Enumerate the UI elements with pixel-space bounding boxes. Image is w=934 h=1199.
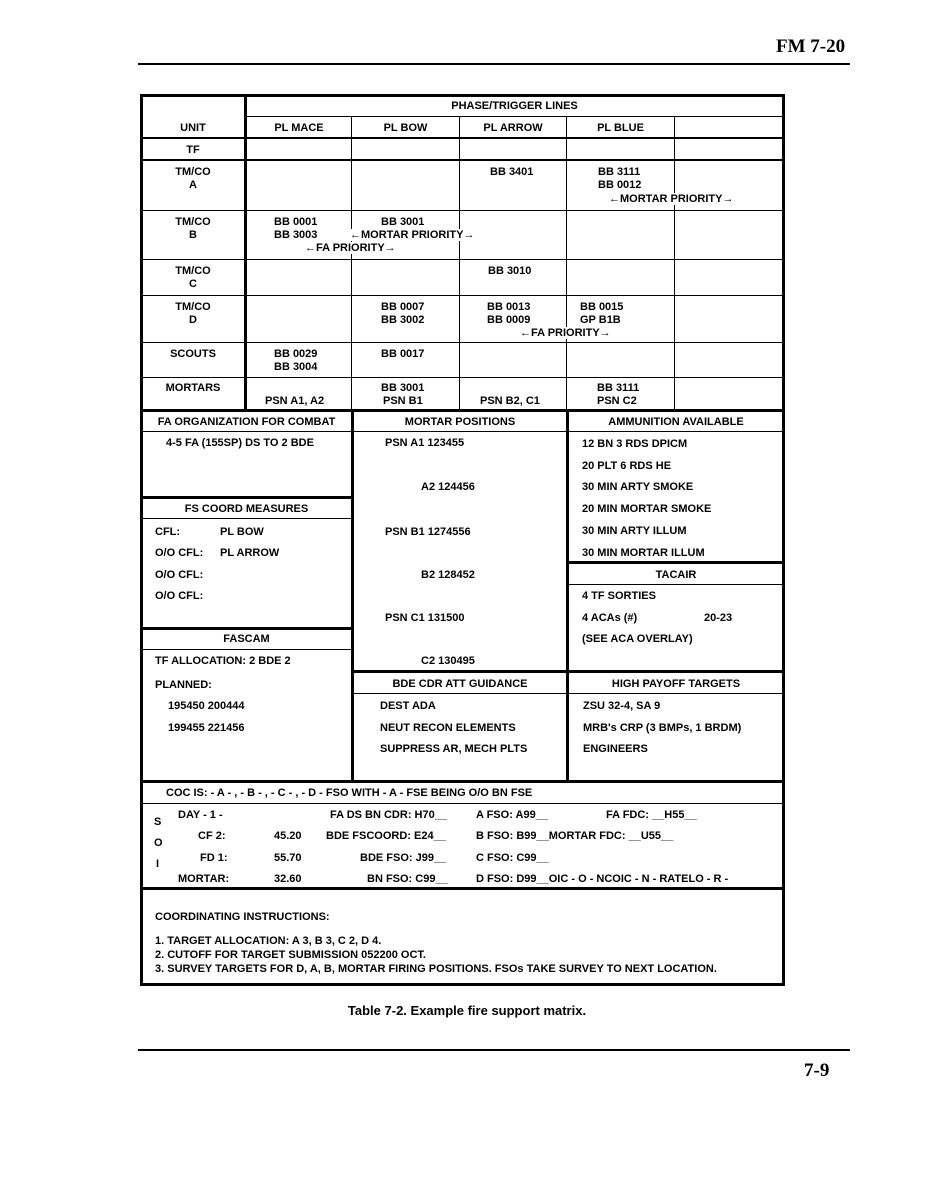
section-divider bbox=[142, 518, 352, 519]
footer-rule bbox=[138, 1049, 850, 1051]
cell-a-blue-2: BB 0012 bbox=[598, 179, 642, 191]
soi-letter-o: O bbox=[154, 837, 163, 849]
cell-a-mortar-priority: ←MORTAR PRIORITY→ bbox=[609, 193, 734, 205]
soi-bn-fso: BN FSO: C99__ bbox=[367, 873, 448, 885]
bde-cdr-title: BDE CDR ATT GUIDANCE bbox=[392, 678, 528, 690]
coc-line: COC IS: - A - , - B - , - C - , - D - FSO WITH - A - FSE BEING O/O BN FSE bbox=[166, 787, 533, 799]
page-header: FM 7-20 bbox=[776, 36, 846, 57]
cell-b-bow-1: BB 3001 bbox=[381, 216, 425, 228]
section-divider bbox=[142, 803, 783, 804]
section-divider bbox=[568, 584, 783, 585]
mortar-psn-c1: PSN C1 131500 bbox=[385, 612, 465, 624]
cell-mortars-bow-2: PSN B1 bbox=[383, 395, 423, 407]
section-divider bbox=[566, 411, 569, 782]
soi-a-fso: A FSO: A99__ bbox=[476, 809, 548, 821]
row-unit-a-letter: A bbox=[189, 179, 197, 191]
row-unit-b-letter: B bbox=[189, 229, 197, 241]
row-unit-scouts: SCOUTS bbox=[170, 348, 216, 360]
section-divider bbox=[351, 411, 354, 782]
bde-cdr-item: NEUT RECON ELEMENTS bbox=[380, 722, 516, 734]
cell-d-bow-1: BB 0007 bbox=[381, 301, 425, 313]
soi-bde-fscoord: BDE FSCOORD: E24__ bbox=[326, 830, 446, 842]
cell-b-mace-1: BB 0001 bbox=[274, 216, 318, 228]
cfl-label: CFL: bbox=[155, 526, 181, 538]
mortar-psn-a1: PSN A1 123455 bbox=[385, 437, 465, 449]
cell-b-fa-priority: ←FA PRIORITY→ bbox=[305, 242, 396, 254]
section-divider bbox=[353, 670, 783, 673]
cfl-value: PL BOW bbox=[220, 526, 264, 538]
unit-header: UNIT bbox=[180, 122, 206, 134]
row-unit-d-letter: D bbox=[189, 314, 197, 326]
grid-line bbox=[142, 295, 783, 296]
oo-cfl-label-1: O/O CFL: bbox=[155, 547, 204, 559]
soi-fd-label: FD 1: bbox=[200, 852, 228, 864]
section-divider bbox=[142, 649, 352, 650]
cell-mortars-arrow: PSN B2, C1 bbox=[480, 395, 540, 407]
cell-a-arrow: BB 3401 bbox=[490, 166, 534, 178]
cell-d-arrow-2: BB 0009 bbox=[487, 314, 531, 326]
fa-org-title: FA ORGANIZATION FOR COMBAT bbox=[157, 416, 336, 428]
phase-trigger-header: PHASE/TRIGGER LINES bbox=[451, 100, 578, 112]
soi-c-fso: C FSO: C99__ bbox=[476, 852, 549, 864]
hpt-item: ENGINEERS bbox=[583, 743, 648, 755]
tacair-title: TACAIR bbox=[655, 569, 697, 581]
fascam-planned-2: 199455 221456 bbox=[168, 722, 245, 734]
hpt-title: HIGH PAYOFF TARGETS bbox=[611, 678, 741, 690]
soi-d-fso: D FSO: D99__OIC - O - NCOIC - N - RATELO - R - bbox=[476, 873, 729, 885]
section-divider bbox=[353, 693, 783, 694]
soi-b-fso: B FSO: B99__MORTAR FDC: __U55__ bbox=[476, 830, 674, 842]
coordinating-item: 2. CUTOFF FOR TARGET SUBMISSION 052200 OCT. bbox=[155, 949, 426, 961]
ammo-item: 30 MIN ARTY SMOKE bbox=[582, 481, 694, 493]
col-header-pl-mace: PL MACE bbox=[274, 122, 324, 134]
cell-mortars-blue-1: BB 3111 bbox=[597, 382, 640, 394]
row-unit-c-label: TM/CO bbox=[175, 265, 211, 277]
ammo-item: 30 MIN ARTY ILLUM bbox=[582, 525, 687, 537]
cell-b-mortar-priority: ←MORTAR PRIORITY→ bbox=[350, 229, 475, 241]
grid-line bbox=[142, 210, 783, 211]
soi-bde-fso: BDE FSO: J99__ bbox=[360, 852, 447, 864]
col-header-pl-blue: PL BLUE bbox=[597, 122, 644, 134]
oo-cfl-value-1: PL ARROW bbox=[220, 547, 280, 559]
cell-d-blue-2: GP B1B bbox=[580, 314, 621, 326]
cell-mortars-blue-2: PSN C2 bbox=[597, 395, 637, 407]
cell-c-arrow: BB 3010 bbox=[488, 265, 532, 277]
soi-letter-s: S bbox=[154, 816, 162, 828]
soi-fd-value: 55.70 bbox=[274, 852, 302, 864]
hpt-item: ZSU 32-4, SA 9 bbox=[583, 700, 661, 712]
soi-fa-fdc: FA FDC: __H55__ bbox=[606, 809, 697, 821]
bde-cdr-item: DEST ADA bbox=[380, 700, 436, 712]
section-divider bbox=[568, 561, 783, 564]
header-rule bbox=[138, 63, 850, 65]
grid-line bbox=[142, 159, 783, 161]
soi-cf-label: CF 2: bbox=[198, 830, 226, 842]
row-unit-mortars: MORTARS bbox=[165, 382, 221, 394]
section-divider bbox=[142, 496, 352, 499]
fascam-title: FASCAM bbox=[223, 633, 270, 645]
fa-org-text: 4-5 FA (155SP) DS TO 2 BDE bbox=[166, 437, 314, 449]
cell-d-fa-priority: ←FA PRIORITY→ bbox=[520, 327, 611, 339]
mortar-b2: B2 128452 bbox=[421, 569, 475, 581]
soi-day-label: DAY - 1 - bbox=[178, 809, 223, 821]
fs-coord-title: FS COORD MEASURES bbox=[184, 503, 309, 515]
cell-d-arrow-1: BB 0013 bbox=[487, 301, 531, 313]
section-divider bbox=[142, 431, 783, 432]
col-header-pl-arrow: PL ARROW bbox=[483, 122, 543, 134]
section-divider bbox=[142, 627, 352, 630]
cell-b-mace-2: BB 3003 bbox=[274, 229, 318, 241]
col-header-pl-bow: PL BOW bbox=[383, 122, 428, 134]
bde-cdr-item: SUPPRESS AR, MECH PLTS bbox=[380, 743, 528, 755]
cell-a-blue-1: BB 3111 bbox=[598, 166, 641, 178]
section-divider bbox=[142, 887, 783, 890]
grid-line bbox=[142, 342, 783, 343]
coordinating-item: 3. SURVEY TARGETS FOR D, A, B, MORTAR FIRING POSITIONS. FSOs TAKE SURVEY TO NEXT LOCATION. bbox=[155, 963, 717, 975]
section-divider bbox=[142, 409, 783, 412]
grid-line bbox=[351, 116, 352, 410]
ammo-item: 30 MIN MORTAR ILLUM bbox=[582, 547, 705, 559]
soi-mortar-value: 32.60 bbox=[274, 873, 302, 885]
oo-cfl-label-3: O/O CFL: bbox=[155, 590, 204, 602]
row-unit-d-label: TM/CO bbox=[175, 301, 211, 313]
row-unit-c-letter: C bbox=[189, 278, 197, 290]
cell-scouts-bow: BB 0017 bbox=[381, 348, 425, 360]
tacair-acas-value: 20-23 bbox=[704, 612, 733, 624]
cell-scouts-mace-2: BB 3004 bbox=[274, 361, 318, 373]
fascam-planned-1: 195450 200444 bbox=[168, 700, 245, 712]
grid-line bbox=[246, 116, 783, 117]
table-caption: Table 7-2. Example fire support matrix. bbox=[347, 1003, 587, 1018]
coordinating-title: COORDINATING INSTRUCTIONS: bbox=[155, 911, 330, 923]
grid-line bbox=[459, 116, 460, 410]
row-unit-b-label: TM/CO bbox=[175, 216, 211, 228]
tacair-acas: 4 ACAs (#) bbox=[582, 612, 638, 624]
soi-letter-i: I bbox=[156, 858, 160, 870]
grid-line bbox=[674, 116, 675, 410]
grid-line bbox=[566, 116, 567, 410]
grid-line bbox=[142, 137, 783, 139]
ammo-item: 20 PLT 6 RDS HE bbox=[582, 460, 672, 472]
soi-mortar-label: MORTAR: bbox=[178, 873, 230, 885]
hpt-item: MRB's CRP (3 BMPs, 1 BRDM) bbox=[583, 722, 742, 734]
ammo-item: 20 MIN MORTAR SMOKE bbox=[582, 503, 712, 515]
soi-fa-ds-bn-cdr: FA DS BN CDR: H70__ bbox=[330, 809, 447, 821]
grid-line bbox=[142, 377, 783, 378]
oo-cfl-label-2: O/O CFL: bbox=[155, 569, 204, 581]
section-divider bbox=[142, 780, 783, 783]
cell-scouts-mace-1: BB 0029 bbox=[274, 348, 318, 360]
soi-cf-value: 45.20 bbox=[274, 830, 302, 842]
cell-d-bow-2: BB 3002 bbox=[381, 314, 425, 326]
row-unit-tf: TF bbox=[186, 144, 200, 156]
tacair-sorties: 4 TF SORTIES bbox=[582, 590, 656, 602]
page-number: 7-9 bbox=[804, 1060, 830, 1081]
ammo-item: 12 BN 3 RDS DPICM bbox=[582, 438, 688, 450]
mortar-psn-b1: PSN B1 1274556 bbox=[385, 526, 471, 538]
grid-line bbox=[244, 94, 247, 410]
grid-line bbox=[142, 259, 783, 260]
mortar-positions-title: MORTAR POSITIONS bbox=[404, 416, 516, 428]
row-unit-a-label: TM/CO bbox=[175, 166, 211, 178]
fascam-planned: PLANNED: bbox=[155, 679, 212, 691]
tacair-overlay: (SEE ACA OVERLAY) bbox=[582, 633, 693, 645]
cell-mortars-mace: PSN A1, A2 bbox=[265, 395, 325, 407]
mortar-a2: A2 124456 bbox=[421, 481, 475, 493]
fascam-allocation: TF ALLOCATION: 2 BDE 2 bbox=[155, 655, 291, 667]
cell-mortars-bow-1: BB 3001 bbox=[381, 382, 425, 394]
cell-d-blue-1: BB 0015 bbox=[580, 301, 624, 313]
mortar-c2: C2 130495 bbox=[421, 655, 475, 667]
coordinating-item: 1. TARGET ALLOCATION: A 3, B 3, C 2, D 4. bbox=[155, 935, 382, 947]
ammo-title: AMMUNITION AVAILABLE bbox=[608, 416, 744, 428]
